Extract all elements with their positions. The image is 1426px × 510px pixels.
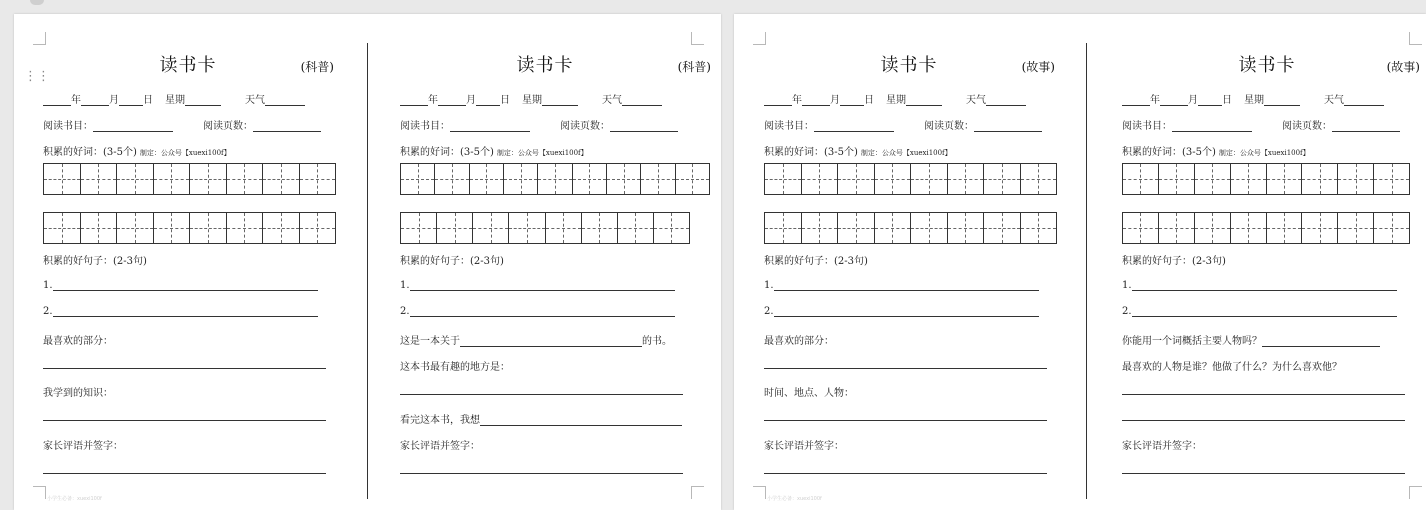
- day-blank[interactable]: [476, 95, 500, 106]
- field-label: 积累的好词：(3-5个): [1122, 147, 1216, 158]
- good-sentences-label: [1122, 252, 1226, 267]
- grid-cell[interactable]: [81, 164, 118, 194]
- grid-cell[interactable]: [1021, 164, 1057, 194]
- grid-cell[interactable]: [641, 164, 675, 194]
- grid-cell[interactable]: [1123, 164, 1159, 194]
- grid-cell[interactable]: [1374, 213, 1409, 243]
- field-label: 你能用一个词概括主要人物吗？: [1122, 336, 1262, 347]
- field-label: 阅读页数：: [203, 121, 253, 132]
- good-sentences-label: [764, 252, 868, 267]
- card-genre: (科普): [677, 60, 711, 74]
- favorite-part-line[interactable]: [43, 368, 326, 369]
- grid-cell[interactable]: [117, 213, 154, 243]
- reading-card-1: [43, 14, 353, 504]
- field-label: 家长评语并签字：: [1122, 441, 1202, 452]
- grid-cell[interactable]: [1159, 164, 1195, 194]
- field-label: 2.: [400, 306, 410, 317]
- grid-cell[interactable]: [765, 213, 802, 243]
- favorite-part-label: [764, 332, 834, 347]
- weather-blank[interactable]: [265, 95, 305, 106]
- grid-cell[interactable]: [227, 213, 264, 243]
- field-label: 月: [830, 95, 840, 106]
- grid-cell[interactable]: [190, 164, 227, 194]
- card-title: 读书卡: [880, 55, 938, 76]
- weekday-blank[interactable]: [185, 95, 221, 106]
- parent-comment-label: [400, 437, 480, 452]
- field-label: 最喜欢的部分：: [43, 336, 113, 347]
- grid-cell[interactable]: [765, 164, 802, 194]
- day-blank[interactable]: [840, 95, 864, 106]
- parent-comment-label: [764, 437, 844, 452]
- about-blank[interactable]: [460, 336, 642, 347]
- field-label: 积累的好句子：(2-3句): [43, 256, 147, 267]
- grid-cell[interactable]: [573, 164, 607, 194]
- day-blank[interactable]: [119, 95, 143, 106]
- grid-cell[interactable]: [1195, 213, 1231, 243]
- field-label: 1.: [43, 280, 53, 291]
- parent-comment-line[interactable]: [1122, 473, 1405, 474]
- grid-cell[interactable]: [300, 164, 336, 194]
- field-label: 1.: [764, 280, 774, 291]
- grid-cell[interactable]: [263, 164, 300, 194]
- weather-blank[interactable]: [622, 95, 662, 106]
- grid-cell[interactable]: [1123, 213, 1159, 243]
- grid-cell[interactable]: [948, 164, 985, 194]
- field-label: 时间、地点、人物：: [764, 388, 854, 399]
- column-separator: [1086, 43, 1087, 499]
- field-label: 月: [1188, 95, 1198, 106]
- pages-read-blank[interactable]: [974, 121, 1042, 132]
- field-label: 看完这本书，我想: [400, 415, 480, 426]
- day-blank[interactable]: [1198, 95, 1222, 106]
- field-label: 1.: [1122, 280, 1132, 291]
- word-grid-2[interactable]: [400, 212, 690, 244]
- learned-knowledge-line[interactable]: [43, 420, 326, 421]
- field-label: 日: [500, 95, 510, 106]
- field-label: 积累的好词：(3-5个): [400, 147, 494, 158]
- card-title: 读书卡: [516, 55, 574, 76]
- grid-cell[interactable]: [263, 213, 300, 243]
- field-label: 月: [109, 95, 119, 106]
- sentence-2-row: [400, 306, 675, 317]
- credit-text: 制定：公众号【xuexi100f】: [860, 149, 952, 157]
- grid-cell[interactable]: [190, 213, 227, 243]
- book-info-row: [43, 117, 321, 132]
- grid-cell[interactable]: [984, 164, 1021, 194]
- document-page-2: [734, 14, 1426, 510]
- sentence-2-blank[interactable]: [53, 306, 318, 317]
- sentence-1-row: [400, 280, 675, 291]
- good-sentences-label: [400, 252, 504, 267]
- weekday-blank[interactable]: [1264, 95, 1300, 106]
- favorite-character-line-1[interactable]: [1122, 394, 1405, 395]
- scroll-nub[interactable]: [30, 0, 44, 5]
- grid-cell[interactable]: [117, 164, 154, 194]
- field-label: 年: [428, 95, 438, 106]
- grid-cell[interactable]: [1302, 164, 1338, 194]
- book-title-blank[interactable]: [814, 121, 894, 132]
- good-words-label-row: [43, 143, 231, 158]
- most-fun-line[interactable]: [400, 394, 683, 395]
- credit-text: 制定：公众号【xuexi100f】: [496, 149, 588, 157]
- sentence-1-blank[interactable]: [410, 280, 675, 291]
- after-reading-row: [400, 411, 682, 426]
- parent-comment-line[interactable]: [43, 473, 326, 474]
- year-blank[interactable]: [43, 95, 71, 106]
- grid-cell[interactable]: [948, 213, 985, 243]
- field-label: 日: [1222, 95, 1232, 106]
- sentence-2-row: [43, 306, 318, 317]
- weather-blank[interactable]: [986, 95, 1026, 106]
- book-title-blank[interactable]: [450, 121, 530, 132]
- grid-cell[interactable]: [802, 213, 839, 243]
- field-label: 积累的好句子：(2-3句): [1122, 256, 1226, 267]
- field-label: 星期: [1244, 95, 1264, 106]
- weather-blank[interactable]: [1344, 95, 1384, 106]
- sentence-2-blank[interactable]: [774, 306, 1039, 317]
- word-grid-1[interactable]: [1122, 163, 1410, 195]
- grid-cell[interactable]: [546, 213, 582, 243]
- watermark: 小学生必备：xuexi100f: [47, 496, 102, 502]
- weekday-blank[interactable]: [906, 95, 942, 106]
- month-blank[interactable]: [81, 95, 109, 106]
- month-blank[interactable]: [802, 95, 830, 106]
- grid-cell[interactable]: [984, 213, 1021, 243]
- field-label: 积累的好词：(3-5个): [43, 147, 137, 158]
- sentence-2-row: [1122, 306, 1397, 317]
- grid-cell[interactable]: [1267, 164, 1303, 194]
- field-label: 星期: [165, 95, 185, 106]
- grid-cell[interactable]: [44, 164, 81, 194]
- most-fun-label: [400, 358, 510, 373]
- field-label: 这是一本关于: [400, 336, 460, 347]
- good-words-label-row: [400, 143, 588, 158]
- field-label: 阅读书目：: [1122, 121, 1172, 132]
- grid-cell[interactable]: [1159, 213, 1195, 243]
- word-grid-2[interactable]: [43, 212, 336, 244]
- word-grid-1[interactable]: [764, 163, 1057, 195]
- grid-cell[interactable]: [676, 164, 709, 194]
- parent-comment-line[interactable]: [764, 473, 1047, 474]
- grid-cell[interactable]: [1374, 164, 1409, 194]
- summary-blank[interactable]: [1262, 336, 1380, 347]
- credit-text: 制定：公众号【xuexi100f】: [139, 149, 231, 157]
- field-label: 1.: [400, 280, 410, 291]
- credit-text: 制定：公众号【xuexi100f】: [1218, 149, 1310, 157]
- sentence-1-blank[interactable]: [774, 280, 1039, 291]
- time-place-people-label: [764, 384, 854, 399]
- field-label: 天气: [966, 95, 986, 106]
- grid-cell[interactable]: [300, 213, 336, 243]
- reading-card-4: [1122, 14, 1426, 504]
- card-genre: (故事): [1021, 60, 1055, 74]
- field-label: 的书。: [642, 336, 672, 347]
- field-label: 家长评语并签字：: [43, 441, 123, 452]
- document-page-1: [14, 14, 721, 510]
- month-blank[interactable]: [1160, 95, 1188, 106]
- grid-cell[interactable]: [504, 164, 538, 194]
- grid-cell[interactable]: [1302, 213, 1338, 243]
- sentence-1-row: [1122, 280, 1397, 291]
- card-title: 读书卡: [159, 55, 217, 76]
- grid-cell[interactable]: [1338, 164, 1374, 194]
- date-row: [400, 91, 662, 106]
- field-label: 阅读页数：: [560, 121, 610, 132]
- field-label: 阅读页数：: [1282, 121, 1332, 132]
- reading-card-3: [764, 14, 1074, 504]
- parent-comment-line[interactable]: [400, 473, 683, 474]
- field-label: 这本书最有趣的地方是：: [400, 362, 510, 373]
- field-label: 家长评语并签字：: [400, 441, 480, 452]
- field-label: 我学到的知识：: [43, 388, 113, 399]
- date-row: [764, 91, 1026, 106]
- word-grid-1[interactable]: [400, 163, 710, 195]
- date-row: [43, 91, 305, 106]
- grid-cell[interactable]: [1267, 213, 1303, 243]
- field-label: 积累的好句子：(2-3句): [764, 256, 868, 267]
- year-blank[interactable]: [764, 95, 792, 106]
- word-grid-2[interactable]: [1122, 212, 1410, 244]
- grid-cell[interactable]: [911, 164, 948, 194]
- grid-cell[interactable]: [802, 164, 839, 194]
- time-place-people-line[interactable]: [764, 420, 1047, 421]
- learned-knowledge-label: [43, 384, 113, 399]
- sentence-1-row: [764, 280, 1039, 291]
- good-sentences-label: [43, 252, 147, 267]
- date-row: [1122, 91, 1384, 106]
- grid-cell[interactable]: [838, 164, 875, 194]
- grid-cell[interactable]: [607, 164, 641, 194]
- grid-cell[interactable]: [875, 213, 912, 243]
- grid-cell[interactable]: [1231, 164, 1267, 194]
- window-top-strip: [0, 0, 1426, 14]
- word-grid-1[interactable]: [43, 163, 336, 195]
- field-label: 积累的好词：(3-5个): [764, 147, 858, 158]
- favorite-part-line[interactable]: [764, 368, 1047, 369]
- book-title-blank[interactable]: [93, 121, 173, 132]
- book-info-row: [764, 117, 1042, 132]
- card-genre: (科普): [300, 60, 334, 74]
- pages-read-blank[interactable]: [1332, 121, 1400, 132]
- favorite-part-label: [43, 332, 113, 347]
- pages-read-blank[interactable]: [610, 121, 678, 132]
- grid-cell[interactable]: [154, 213, 191, 243]
- field-label: 2.: [43, 306, 53, 317]
- about-row: [400, 332, 672, 347]
- book-info-row: [1122, 117, 1400, 132]
- field-label: 天气: [602, 95, 622, 106]
- grid-cell[interactable]: [435, 164, 469, 194]
- grid-cell[interactable]: [654, 213, 689, 243]
- card-title: 读书卡: [1238, 55, 1296, 76]
- card-genre: (故事): [1386, 60, 1420, 74]
- grid-cell[interactable]: [618, 213, 654, 243]
- grid-cell[interactable]: [509, 213, 545, 243]
- good-words-label-row: [764, 143, 952, 158]
- grid-cell[interactable]: [470, 164, 504, 194]
- parent-comment-label: [1122, 437, 1202, 452]
- grid-cell[interactable]: [44, 213, 81, 243]
- grid-cell[interactable]: [1338, 213, 1374, 243]
- word-grid-2[interactable]: [764, 212, 1057, 244]
- field-label: 日: [143, 95, 153, 106]
- grid-cell[interactable]: [1195, 164, 1231, 194]
- summary-question-row: [1122, 332, 1380, 347]
- good-words-label-row: [1122, 143, 1310, 158]
- field-label: 天气: [245, 95, 265, 106]
- parent-comment-label: [43, 437, 123, 452]
- grid-cell[interactable]: [838, 213, 875, 243]
- field-label: 年: [792, 95, 802, 106]
- drag-handle-icon[interactable]: ⋮⋮: [24, 69, 50, 84]
- grid-cell[interactable]: [227, 164, 264, 194]
- book-info-row: [400, 117, 678, 132]
- grid-cell[interactable]: [911, 213, 948, 243]
- grid-cell[interactable]: [401, 213, 437, 243]
- field-label: 阅读书目：: [764, 121, 814, 132]
- reading-card-2: [400, 14, 710, 504]
- grid-cell[interactable]: [401, 164, 435, 194]
- grid-cell[interactable]: [582, 213, 618, 243]
- sentence-2-blank[interactable]: [410, 306, 675, 317]
- after-reading-blank[interactable]: [480, 415, 682, 426]
- sentence-1-blank[interactable]: [53, 280, 318, 291]
- field-label: 星期: [522, 95, 542, 106]
- field-label: 积累的好句子：(2-3句): [400, 256, 504, 267]
- weekday-blank[interactable]: [542, 95, 578, 106]
- grid-cell[interactable]: [875, 164, 912, 194]
- grid-cell[interactable]: [1231, 213, 1267, 243]
- field-label: 星期: [886, 95, 906, 106]
- field-label: 阅读书目：: [400, 121, 450, 132]
- sentence-2-row: [764, 306, 1039, 317]
- field-label: 最喜欢的部分：: [764, 336, 834, 347]
- grid-cell[interactable]: [154, 164, 191, 194]
- grid-cell[interactable]: [437, 213, 473, 243]
- column-separator: [367, 43, 368, 499]
- year-blank[interactable]: [400, 95, 428, 106]
- sentence-1-blank[interactable]: [1132, 280, 1397, 291]
- grid-cell[interactable]: [81, 213, 118, 243]
- sentence-1-row: [43, 280, 318, 291]
- field-label: 月: [466, 95, 476, 106]
- month-blank[interactable]: [438, 95, 466, 106]
- book-title-blank[interactable]: [1172, 121, 1252, 132]
- favorite-character-question: [1122, 358, 1342, 373]
- year-blank[interactable]: [1122, 95, 1150, 106]
- grid-cell[interactable]: [1021, 213, 1057, 243]
- pages-read-blank[interactable]: [253, 121, 321, 132]
- field-label: 天气: [1324, 95, 1344, 106]
- sentence-2-blank[interactable]: [1132, 306, 1397, 317]
- watermark: 小学生必备：xuexi100f: [767, 496, 822, 502]
- field-label: 年: [71, 95, 81, 106]
- field-label: 2.: [764, 306, 774, 317]
- field-label: 阅读页数：: [924, 121, 974, 132]
- grid-cell[interactable]: [473, 213, 509, 243]
- field-label: 年: [1150, 95, 1160, 106]
- favorite-character-line-2[interactable]: [1122, 420, 1405, 421]
- field-label: 2.: [1122, 306, 1132, 317]
- grid-cell[interactable]: [538, 164, 572, 194]
- field-label: 家长评语并签字：: [764, 441, 844, 452]
- field-label: 最喜欢的人物是谁？他做了什么？为什么喜欢他？: [1122, 362, 1342, 373]
- field-label: 阅读书目：: [43, 121, 93, 132]
- field-label: 日: [864, 95, 874, 106]
